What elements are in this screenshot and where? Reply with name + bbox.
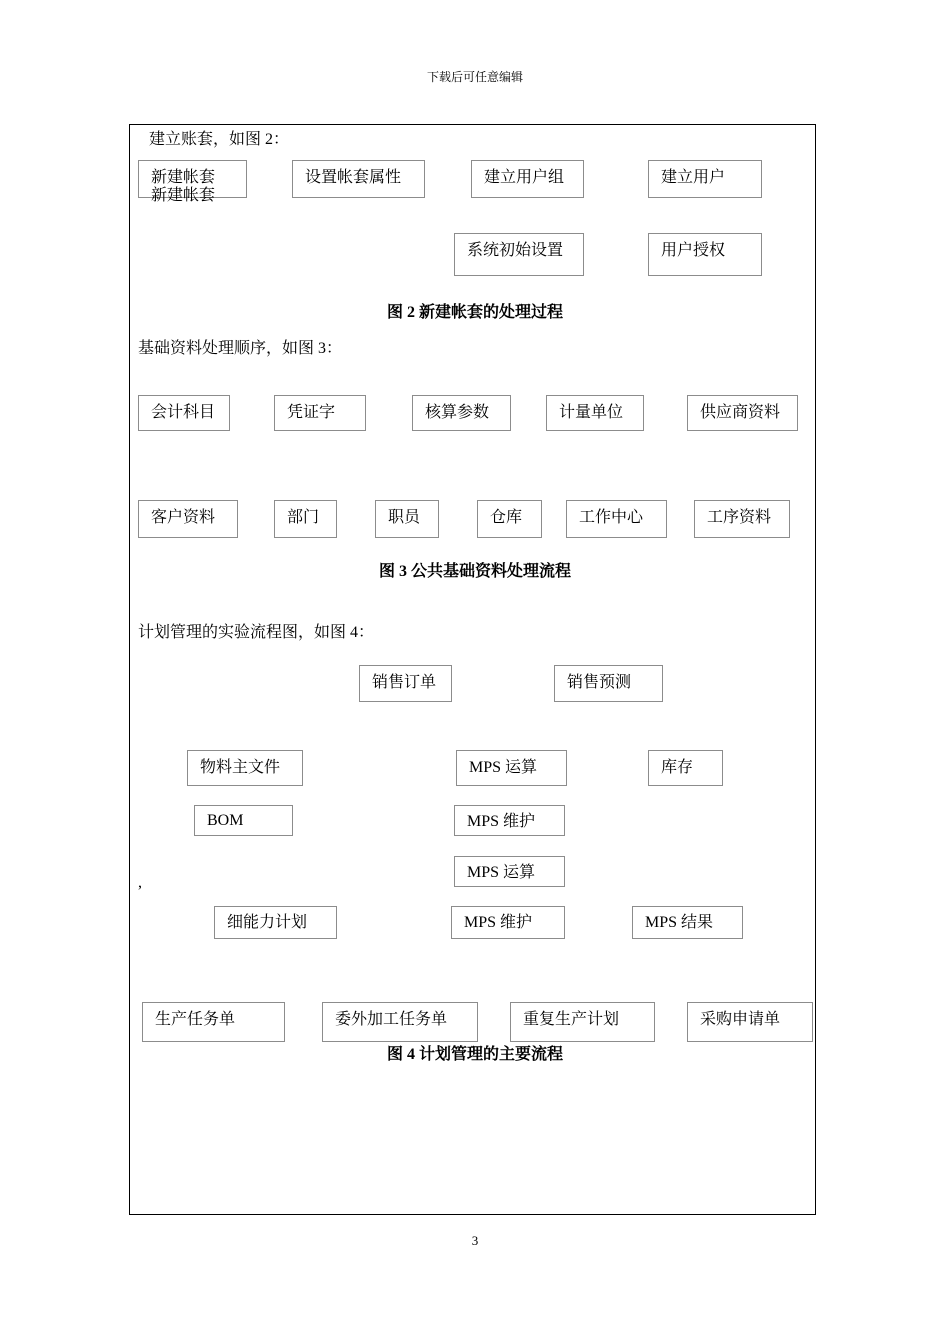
box-warehouse: 仓库 (477, 500, 542, 538)
stray-mark: , (138, 874, 142, 891)
box-production-task: 生产任务单 (142, 1002, 285, 1042)
box-mps-maint-2: MPS 维护 (451, 906, 565, 939)
box-accounting-subjects: 会计科目 (138, 395, 230, 431)
box-mps-calc-1: MPS 运算 (456, 750, 567, 786)
figure2-caption: 图 2 新建帐套的处理过程 (386, 304, 563, 321)
box-mps-result: MPS 结果 (632, 906, 743, 939)
box-mps-calc-2: MPS 运算 (454, 856, 565, 887)
box-process-data: 工序资料 (694, 500, 790, 538)
section2-intro: 建立账套，如图 2： (149, 131, 290, 148)
box-sales-order: 销售订单 (359, 665, 452, 702)
box-outsourcing-task: 委外加工任务单 (322, 1002, 478, 1042)
section4-intro: 计划管理的实验流程图，如图 4： (138, 624, 375, 641)
figure3-caption: 图 3 公共基础资料处理流程 (378, 563, 571, 580)
box-accounting-params: 核算参数 (412, 395, 511, 431)
box-purchase-request: 采购申请单 (687, 1002, 813, 1042)
box-user-group: 建立用户组 (471, 160, 584, 198)
box-label: 新建帐套 (151, 169, 216, 186)
page-header: 下载后可任意编辑 (426, 70, 523, 84)
box-sales-forecast: 销售预测 (554, 665, 663, 702)
figure4-caption: 图 4 计划管理的主要流程 (386, 1046, 563, 1063)
box-voucher-word: 凭证字 (274, 395, 366, 431)
box-inventory: 库存 (648, 750, 723, 786)
box-material-master: 物料主文件 (187, 750, 303, 786)
box-department: 部门 (274, 500, 337, 538)
box-repeat-production: 重复生产计划 (510, 1002, 655, 1042)
box-employee: 职员 (375, 500, 439, 538)
box-fine-capacity: 细能力计划 (214, 906, 337, 939)
box-system-init: 系统初始设置 (454, 233, 584, 276)
box-supplier-data: 供应商资料 (687, 395, 798, 431)
box-work-center: 工作中心 (566, 500, 667, 538)
box-account-attributes: 设置帐套属性 (292, 160, 425, 198)
box-measurement-unit: 计量单位 (546, 395, 644, 431)
box-mps-maint-1: MPS 维护 (454, 805, 565, 836)
section3-intro: 基础资料处理顺序，如图 3： (138, 340, 343, 357)
box-customer-data: 客户资料 (138, 500, 238, 538)
box-user-auth: 用户授权 (648, 233, 762, 276)
box-new-account (138, 160, 247, 204)
box-create-user: 建立用户 (648, 160, 762, 198)
box-bom: BOM (194, 805, 293, 836)
box-label-overflow: 新建帐套 (151, 187, 216, 204)
page-number: 3 (471, 1233, 479, 1248)
